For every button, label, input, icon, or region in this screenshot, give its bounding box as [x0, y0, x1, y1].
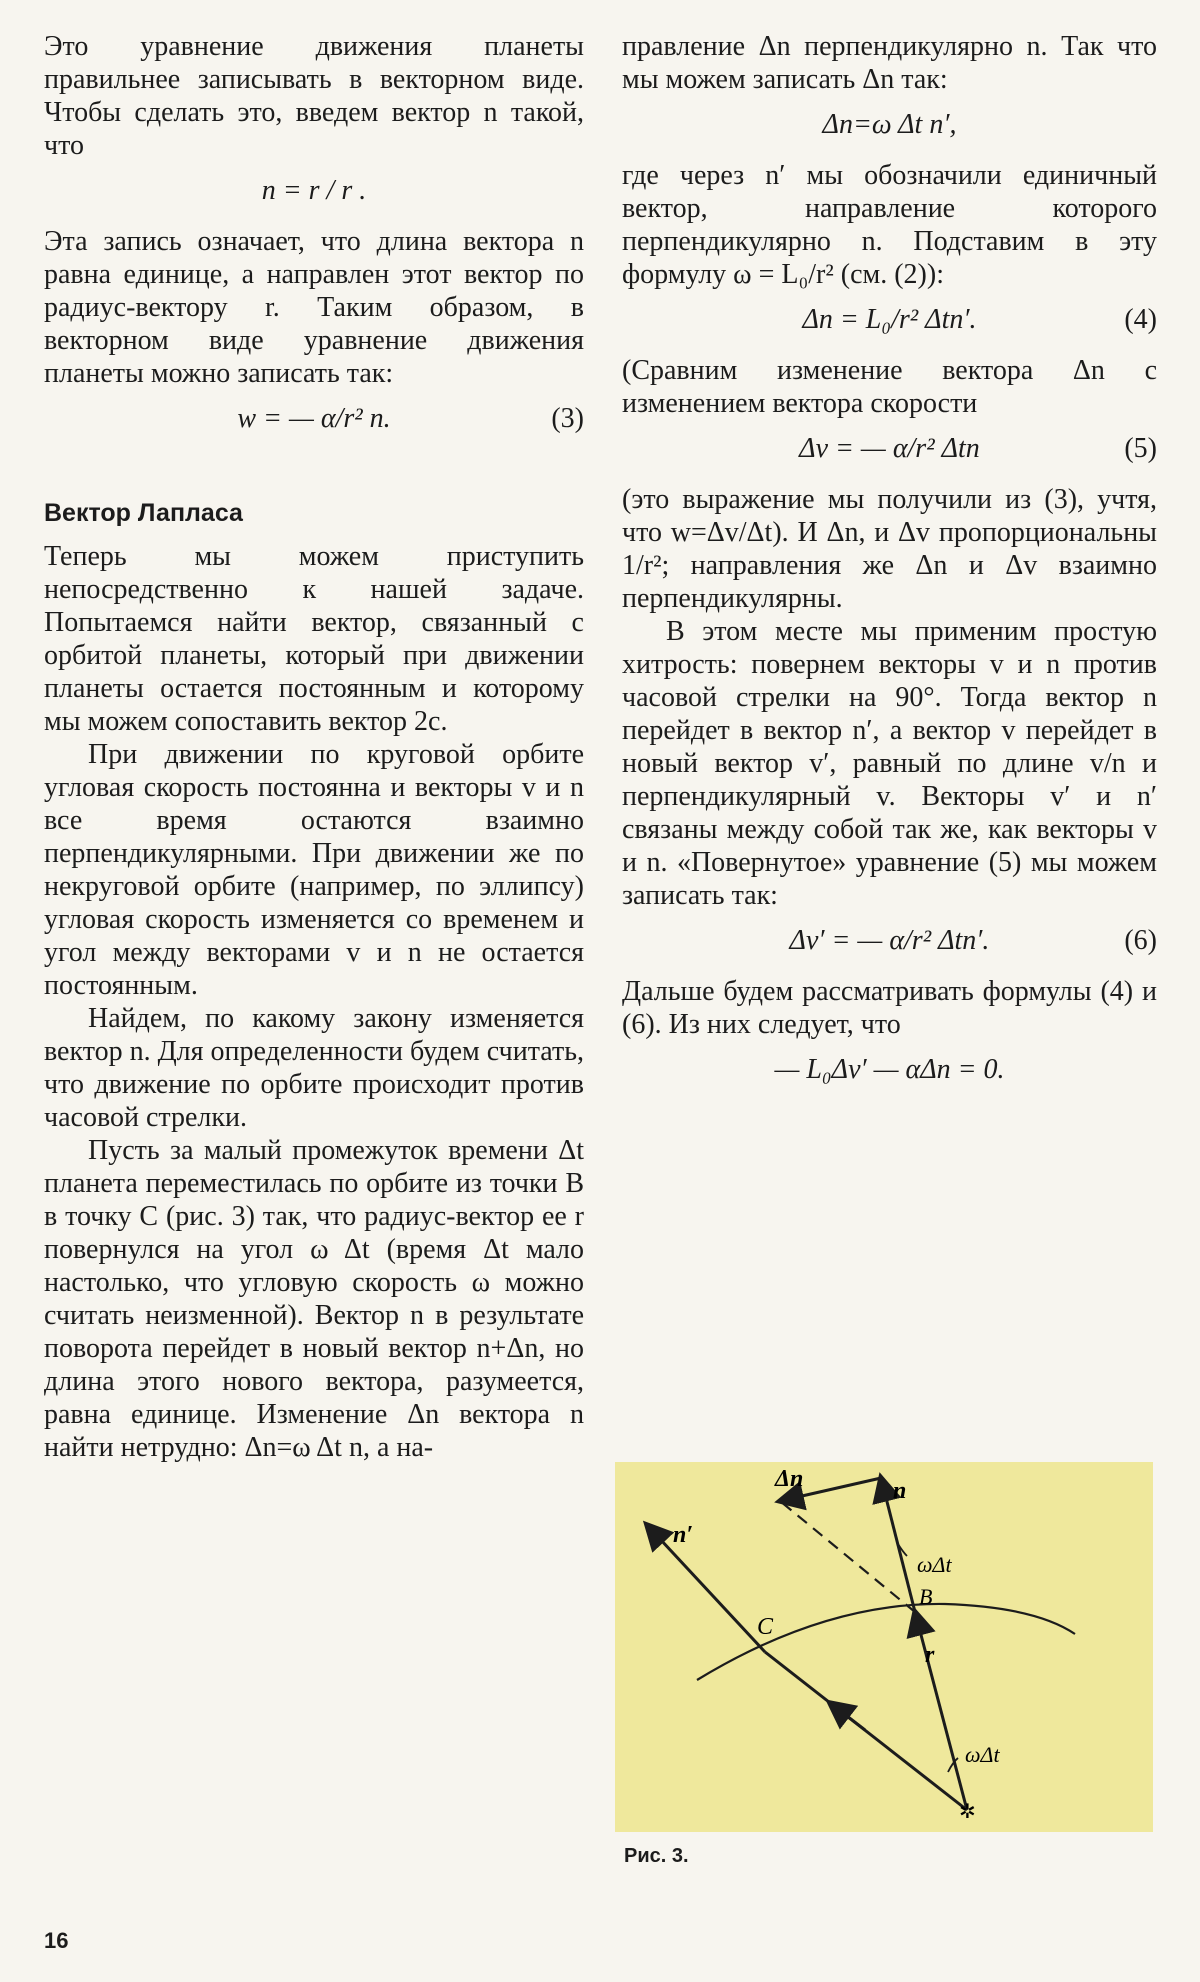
- equation-text: n = r / r .: [261, 175, 367, 206]
- rotated-r-line: [765, 1652, 967, 1810]
- equation-text: Δv = — α/r² Δtn: [799, 433, 980, 464]
- right-column: [622, 30, 1157, 1104]
- equation-4: [622, 303, 1157, 336]
- paragraph: где через n′ мы обозначили единичный вектор, направление которого перпендикулярно n. Подставим в эту формулу ω = L₀/r² (см. (2)):: [622, 160, 1157, 290]
- label-r: r: [925, 1642, 935, 1668]
- equation-text: — L₀Δv′ — αΔn = 0.: [774, 1054, 1005, 1085]
- n-plus-dn-dashed: [780, 1501, 915, 1612]
- star-icon: ✲: [959, 1801, 976, 1823]
- label-omega-dt-top: ωΔt: [917, 1552, 952, 1577]
- equation-text: Δv′ = — α/r² Δtn′.: [789, 925, 990, 956]
- page-number: 16: [44, 1928, 69, 1953]
- equation-n: [44, 174, 584, 207]
- equation-text: Δn=ω Δt n′,: [822, 109, 957, 140]
- equation-7: [622, 1053, 1157, 1086]
- vector-diagram: [615, 1462, 1153, 1832]
- left-column: [44, 30, 584, 1464]
- label-c: C: [757, 1614, 774, 1640]
- paragraph: Теперь мы можем приступить непосредственно к нашей задаче. Попытаемся найти вектор, связанный с орбитой планеты, который при движении планеты остается постоянным и которому мы можем сопоставить вектор 2c.: [44, 541, 584, 737]
- equation-number: (3): [551, 403, 584, 434]
- equation-5: [622, 432, 1157, 465]
- paragraph: Пусть за малый промежуток времени Δt планета переместилась по орбите из точки B в точку C (рис. 3) так, что радиус-вектор ее r повернулся на угол ω Δt (время Δt мало настолько, что угловую скорость ω можно считать неизменной). Вектор n в результате поворота перейдет в новый вектор n+Δn, но длина этого нового вектора, разумеется, равна единице. Изменение Δn вектора n найти нетрудно: Δn=ω Δt n, а на-: [44, 1135, 584, 1463]
- equation-number: (4): [1124, 304, 1157, 335]
- paragraph: (Сравним изменение вектора Δn с изменением вектора скорости: [622, 355, 1157, 419]
- label-b: B: [919, 1584, 933, 1609]
- paragraph: При движении по круговой орбите угловая скорость постоянна и векторы v и n все время остаются взаимно перпендикулярными. При движении же по некруговой орбите (например, по эллипсу) угловая скорость изменяется со временем и угол между векторами v и n не остается постоянным.: [44, 739, 584, 1001]
- label-n-prime: n′: [673, 1522, 694, 1548]
- r-vector: [915, 1612, 967, 1810]
- equation-number: (5): [1124, 433, 1157, 464]
- section-heading: Вектор Лапласа: [44, 499, 243, 527]
- figure-caption: Рис. 3.: [624, 1845, 689, 1867]
- equation-dn: [622, 108, 1157, 141]
- label-omega-dt-bottom: ωΔt: [965, 1742, 1000, 1767]
- equation-text: Δn = L₀/r² Δtn′.: [802, 304, 977, 335]
- paragraph: (это выражение мы получили из (3), учтя, что w=Δv/Δt). И Δn, и Δv пропорциональны 1/r²; направления же Δn и Δv взаимно перпендикулярны.: [622, 484, 1157, 614]
- n-prime-vector: [647, 1525, 765, 1652]
- equation-text: w = — α/r² n.: [237, 403, 391, 434]
- equation-number: (6): [1124, 925, 1157, 956]
- paragraph: В этом месте мы применим простую хитрость: повернем векторы v и n против часовой стрелки на 90°. Тогда вектор n перейдет в вектор n′, а вектор v перейдет в новый вектор v′, равный по длине v/n и перпендикулярный v. Векторы v′ и n′ связаны между собой так же, как векторы v и n. «Повернутое» уравнение (5) мы можем записать так:: [622, 616, 1157, 911]
- equation-3: [44, 402, 584, 435]
- paragraph: Найдем, по какому закону изменяется вектор n. Для определенности будем считать, что движение по орбите происходит против часовой стрелки.: [44, 1003, 584, 1133]
- rotated-r-arrow: [830, 1703, 865, 1730]
- equation-6: [622, 924, 1157, 957]
- paragraph: правление Δn перпендикулярно n. Так что мы можем записать Δn так:: [622, 31, 1157, 95]
- figure-3: [615, 1462, 1153, 1832]
- label-n: n: [893, 1478, 907, 1504]
- paragraph: Это уравнение движения планеты правильнее записывать в векторном виде. Чтобы сделать это, введем вектор n такой, что: [44, 31, 584, 161]
- paragraph: Дальше будем рассматривать формулы (4) и (6). Из них следует, что: [622, 976, 1157, 1040]
- paragraph: Эта запись означает, что длина вектора n равна единице, а направлен этот вектор по радиус-вектору r. Таким образом, в векторном виде уравнение движения планеты можно записать так:: [44, 226, 584, 389]
- label-dn: Δn: [775, 1466, 804, 1492]
